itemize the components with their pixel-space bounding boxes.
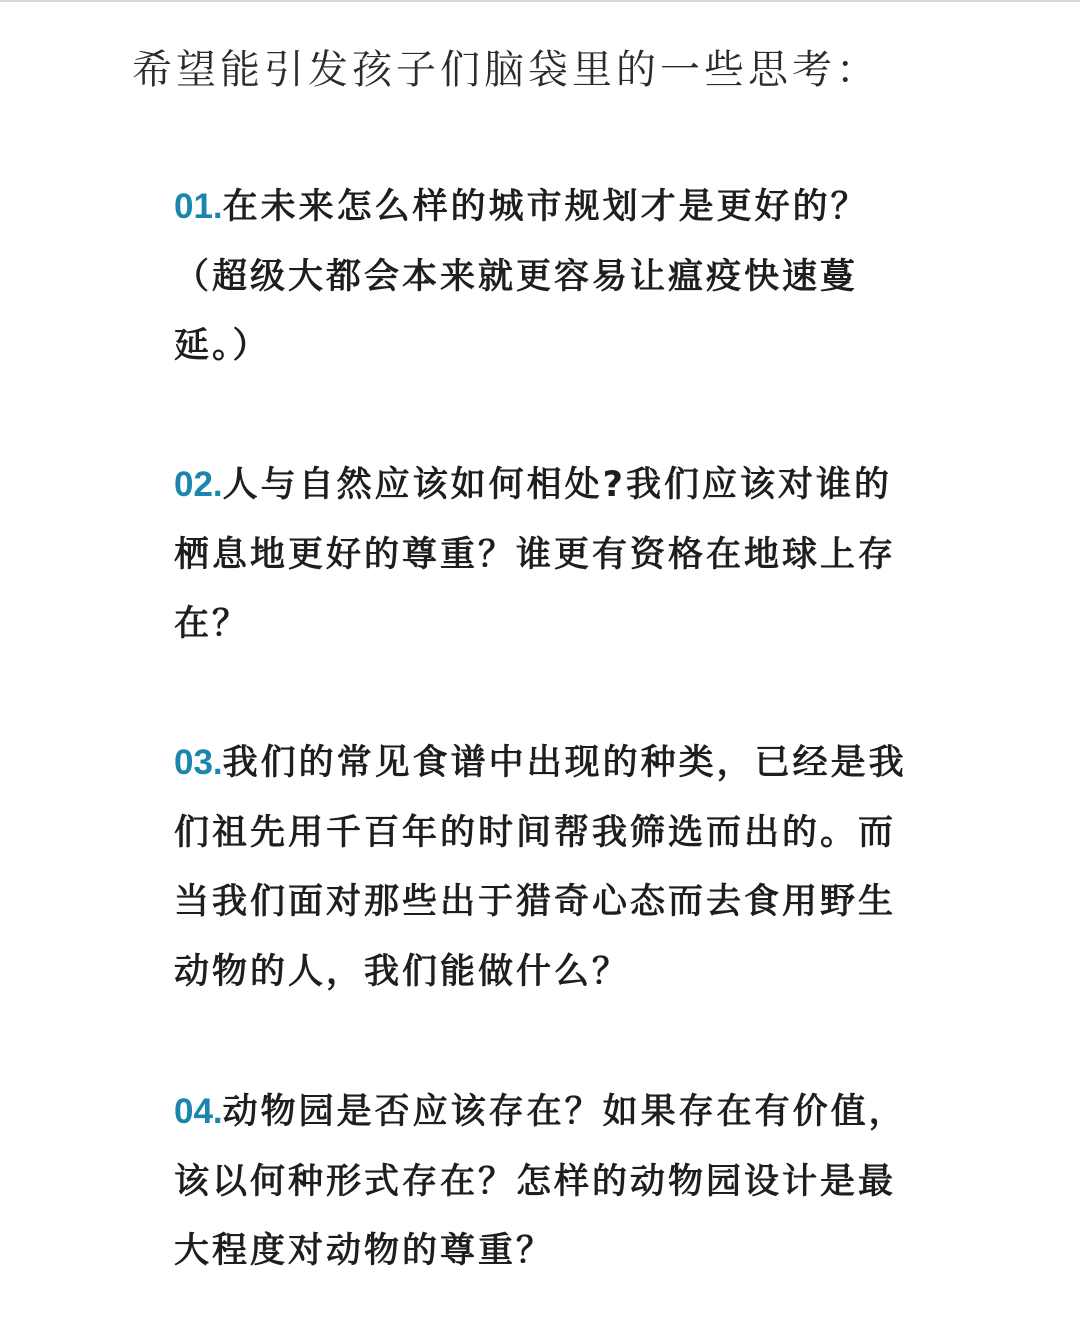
question-item (174, 172, 909, 382)
question-item (174, 450, 909, 660)
question-text: 人与自然应该如何相处?我们应该对谁的栖息地更好的尊重？谁更有资格在地球上存在？ (174, 465, 897, 644)
question-number: 01. (174, 187, 223, 226)
question-number: 02. (174, 465, 223, 504)
question-text: 在未来怎么样的城市规划才是更好的？（超级大都会本来就更容易让瘟疫快速蔓延。） (174, 187, 869, 366)
question-item (174, 728, 909, 1007)
question-number: 03. (174, 743, 223, 782)
question-text: 我们的常见食谱中出现的种类，已经是我们祖先用千百年的时间帮我筛选而出的。而当我们面对那些出于猎奇心态而去食用野生动物的人，我们能做什么？ (174, 743, 907, 992)
top-divider (0, 0, 1080, 2)
question-number: 04. (174, 1092, 223, 1131)
question-item (174, 1077, 909, 1287)
question-text: 动物园是否应该存在？如果存在有价值，该以何种形式存在？怎样的动物园设计是最大程度对动物的尊重？ (174, 1092, 907, 1271)
intro-heading: 希望能引发孩子们脑袋里的一些思考： (132, 47, 880, 93)
